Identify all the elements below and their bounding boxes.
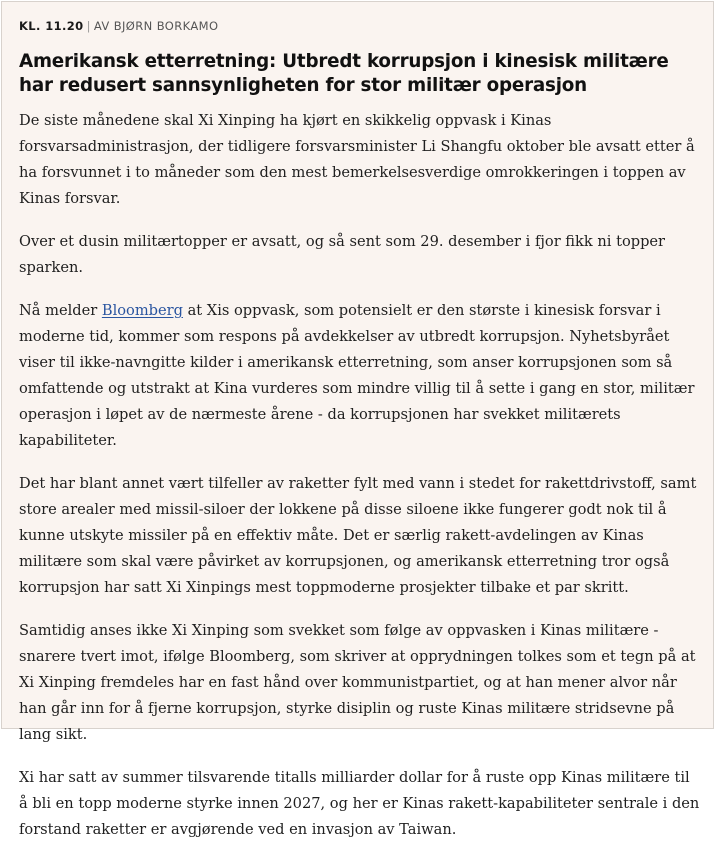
entry-time: KL. 11.20 — [19, 19, 84, 33]
meta-separator: | — [86, 19, 91, 33]
paragraph-5: Samtidig anses ikke Xi Xinping som svekket som følge av oppvasken i Kinas militære - snarere tvert imot, ifølge Bloomberg, som skriver at opprydningen tolkes som et tegn på at Xi Xinping fremdeles har en fast hånd over kommunistpartiet, og at han mener alvor når han går inn for å fjerne korrupsjon, styrke disiplin og ruste Kinas militære stridsevne på lang sikt. — [19, 622, 696, 743]
paragraph-4: Det har blant annet vært tilfeller av raketter fylt med vann i stedet for rakettdrivstoff, samt store arealer med missil-siloer der lokkene på disse siloene ikke fungerer godt nok til å kunne utskyte missiler på en effektiv måte. Det er særlig rakett-avdelingen av Kinas militære som skal være påvirket av korrupsjonen, og amerikansk etterretning tror også korrupsjon har satt Xi Xinpings mest toppmoderne prosjekter tilbake et par skritt. — [19, 475, 697, 596]
paragraph-1: De siste månedene skal Xi Xinping ha kjørt en skikkelig oppvask i Kinas forsvarsadministrasjon, der tidligere forsvarsminister Li Shangfu oktober ble avsatt etter å ha forsvunnet i to måneder som den mest bemerkelsesverdige omrokkeringen i toppen av Kinas forsvar. — [19, 112, 695, 207]
author-byline: AV BJØRN BORKAMO — [93, 19, 219, 33]
bloomberg-link[interactable]: Bloomberg — [101, 302, 183, 319]
entry-meta — [19, 19, 218, 33]
paragraph-6: Xi har satt av summer tilsvarende titalls milliarder dollar for å ruste opp Kinas militære til å bli en topp moderne styrke innen 2027, og her er Kinas rakett-kapabiliteter sentrale i den forstand raketter er avgjørende ved en invasjon av Taiwan. — [19, 769, 700, 838]
paragraph-3-intro: Nå melder — [19, 302, 102, 319]
paragraph-3-rest: at Xis oppvask, som potensielt er den største i kinesisk forsvar i moderne tid, kommer som respons på avdekkelser av utbredt korrupsjon. Nyhetsbyrået viser til ikke-navngitte kilder i amerikansk etterretning, som anser korrupsjonen som så omfattende og utstrakt at Kina vurderes som mindre villig til å sette i gang en stor, militær operasjon i løpet av de nærmeste årene - da korrupsjonen har svekket militærets kapabiliteter. — [19, 302, 695, 449]
paragraph-3 — [19, 298, 703, 454]
article-body — [19, 108, 703, 860]
article-headline: Amerikansk etterretning: Utbredt korrupsjon i kinesisk militære har redusert sannsynligheten for stor militær operasjon — [19, 51, 669, 96]
paragraph-2: Over et dusin militærtopper er avsatt, og så sent som 29. desember i fjor fikk ni topper sparken. — [19, 233, 666, 276]
live-update-entry — [1, 1, 714, 838]
